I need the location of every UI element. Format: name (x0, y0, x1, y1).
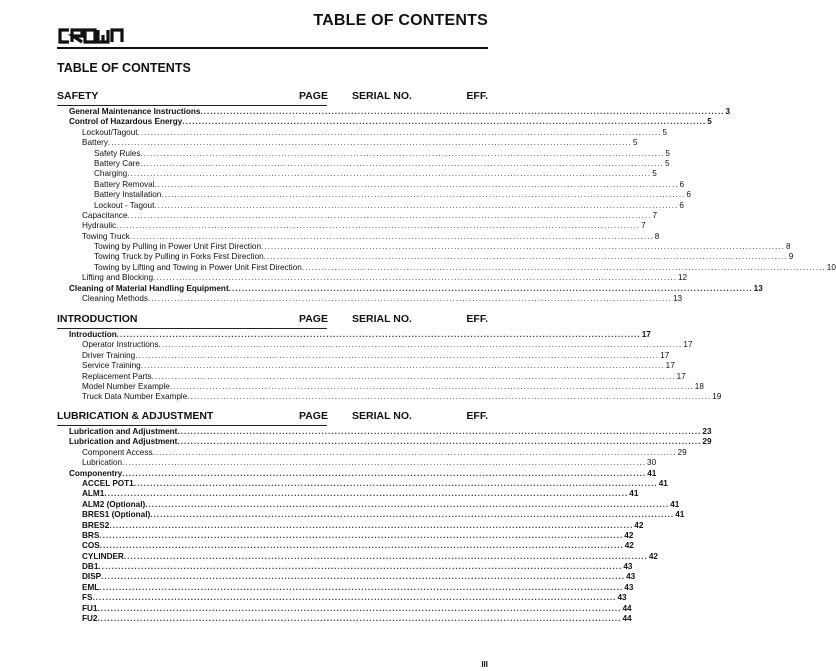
dot-leader: ................................................................................................................................................................ (140, 361, 665, 371)
toc-entry-label: Towing Truck by Pulling in Forks First Direction (94, 252, 264, 262)
toc-entry-label: CYLINDER (82, 551, 124, 561)
toc-entry-label: Operator Instructions (82, 340, 159, 350)
dot-leader: ................................................................................................................................................................ (116, 221, 641, 231)
crown-logo (57, 27, 129, 45)
toc-entry-label: Towing by Lifting and Towing in Power Unit First Direction (94, 262, 302, 272)
dot-leader: ................................................................................................................................................................ (92, 593, 617, 603)
toc-entry-page: 43 (624, 582, 634, 592)
toc-entry-page: 42 (648, 551, 658, 561)
toc-entry[interactable] (57, 138, 638, 148)
toc-section (57, 313, 722, 403)
dot-leader: ................................................................................................................................................................ (104, 489, 629, 499)
toc-entry-label: Battery Removal (94, 179, 155, 189)
dot-leader: ................................................................................................................................................................ (177, 437, 702, 447)
toc-entry[interactable] (57, 427, 712, 437)
toc-entry[interactable] (57, 458, 657, 468)
toc-entry-page: 41 (629, 489, 639, 499)
dot-leader: ................................................................................................................................................................ (122, 468, 647, 478)
toc-entry-label: COS (82, 541, 100, 551)
toc-entry-label: EML (82, 582, 100, 592)
toc-entry-page: 44 (622, 603, 632, 613)
dot-leader: ................................................................................................................................................................ (140, 148, 665, 158)
toc-entry-page: 17 (676, 371, 686, 381)
dot-leader: ................................................................................................................................................................ (135, 350, 660, 360)
toc-entry[interactable] (57, 148, 670, 159)
dot-leader: ................................................................................................................................................................ (154, 200, 679, 210)
page-column-header: PAGE (299, 313, 328, 325)
dot-leader: ................................................................................................................................................................ (187, 392, 712, 402)
toc-entry-label: ACCEL POT1 (82, 478, 134, 488)
dot-leader: ................................................................................................................................................................ (101, 572, 626, 582)
toc-entry-page: 41 (675, 510, 685, 520)
header-rule (57, 47, 488, 49)
toc-entry-page: 42 (634, 520, 644, 530)
dot-leader: ................................................................................................................................................................ (301, 262, 826, 272)
toc-entry-page: 17 (683, 340, 693, 350)
toc-entry[interactable] (57, 520, 644, 531)
dot-leader: ................................................................................................................................................................ (133, 478, 658, 488)
toc-entry-page: 13 (753, 283, 763, 293)
toc-entry-label: Component Access (82, 447, 153, 457)
toc-entry-page: 7 (652, 210, 658, 220)
toc-entry-page: 41 (658, 478, 668, 488)
toc-entry-label: Battery Installation (94, 190, 162, 200)
section-title: LUBRICATION & ADJUSTMENT (57, 410, 214, 422)
toc-entry-page: 29 (677, 447, 687, 457)
toc-entry[interactable] (57, 221, 646, 231)
toc-entry[interactable] (57, 562, 633, 572)
toc-entry-label: Cleaning of Material Handling Equipment (69, 283, 229, 293)
serial-column-header: SERIAL NO. (352, 90, 412, 102)
toc-entry-label: Lockout - Tagout (94, 200, 155, 210)
toc-entry-label: ALM2 (Optional) (82, 499, 146, 509)
toc-entry-page: 5 (662, 127, 668, 137)
toc-entry[interactable] (57, 468, 657, 479)
toc-section (57, 410, 712, 624)
section-rule (57, 425, 327, 426)
toc-entry-label: Battery (82, 138, 108, 148)
toc-entry[interactable] (57, 158, 670, 169)
serial-column-header: SERIAL NO. (352, 410, 412, 422)
toc-entry-page: 8 (654, 231, 660, 241)
toc-entry-page: 19 (712, 392, 722, 402)
dot-leader: ................................................................................................................................................................ (99, 530, 624, 540)
toc-entry-page: 23 (702, 427, 712, 436)
toc-entry-label: FU1 (82, 603, 98, 613)
toc-entry-label: Towing Truck (82, 231, 130, 241)
section-title: SAFETY (57, 90, 99, 102)
toc-entry-page: 43 (626, 572, 636, 582)
toc-entry[interactable] (57, 614, 632, 624)
toc-entry[interactable] (57, 593, 627, 603)
toc-entry-page: 17 (665, 361, 675, 371)
toc-entry-label: Lubrication and Adjustment (69, 437, 178, 447)
toc-entry-page: 43 (623, 562, 633, 572)
toc-entry-label: Capacitance (82, 210, 128, 220)
toc-entry-label: Lifting and Blocking (82, 273, 154, 283)
toc-entry-label: Safety Rules (94, 148, 141, 158)
toc-entry-page: 18 (694, 381, 704, 391)
toc-entry-page: 9 (788, 252, 794, 262)
toc-entry[interactable] (57, 340, 693, 350)
toc-entry[interactable] (57, 437, 712, 447)
toc-entry-page: 30 (647, 458, 657, 468)
dot-leader: ................................................................................................................................................................ (123, 551, 648, 561)
dot-leader: ................................................................................................................................................................ (153, 273, 677, 283)
toc-entry[interactable] (57, 190, 691, 200)
dot-leader: ................................................................................................................................................................ (137, 127, 662, 137)
toc-entry-label: Cleaning Methods (82, 294, 148, 304)
toc-entry[interactable] (57, 262, 836, 273)
header-title: TABLE OF CONTENTS (313, 12, 488, 29)
dot-leader: ................................................................................................................................................................ (151, 371, 676, 381)
toc-entry-label: Model Number Example (82, 381, 170, 391)
toc-entry[interactable] (57, 117, 712, 127)
dot-leader: ................................................................................................................................................................ (109, 520, 634, 530)
toc-entry[interactable] (57, 127, 668, 138)
toc-entry-label: DISP (82, 572, 102, 582)
toc-entry[interactable] (57, 530, 634, 541)
section-rule (57, 105, 327, 106)
toc-entry-page: 41 (647, 468, 657, 478)
toc-entry[interactable] (57, 350, 670, 361)
toc-entry-label: Componentry (69, 468, 123, 478)
toc-section (57, 90, 836, 304)
toc-entry-page: 12 (677, 273, 688, 283)
toc-entry[interactable] (57, 582, 634, 593)
toc-entry-page: 17 (641, 330, 651, 339)
dot-leader: ................................................................................................................................................................ (98, 562, 623, 572)
toc-entry[interactable] (57, 392, 722, 402)
dot-leader: ................................................................................................................................................................ (127, 210, 652, 220)
dot-leader: ................................................................................................................................................................ (169, 381, 694, 391)
dot-leader: ................................................................................................................................................................ (97, 603, 622, 613)
dot-leader: ................................................................................................................................................................ (116, 330, 641, 339)
dot-leader: ................................................................................................................................................................ (99, 582, 624, 592)
toc-entry-label: Service Training (82, 361, 141, 371)
dot-leader: ................................................................................................................................................................ (200, 107, 725, 116)
toc-entry[interactable] (57, 210, 658, 221)
toc-entry-page: 6 (679, 200, 684, 210)
toc-entry-label: Introduction (69, 330, 117, 339)
toc-entry-label: Lockout/Tagout (82, 127, 138, 137)
toc-entry-page: 5 (707, 117, 712, 127)
toc-entry[interactable] (57, 361, 675, 371)
toc-entry[interactable] (57, 541, 634, 551)
dot-leader: ................................................................................................................................................................ (261, 242, 785, 252)
toc-entry-page: 8 (785, 242, 791, 252)
toc-entry[interactable] (57, 252, 794, 262)
section-rule (57, 328, 327, 329)
toc-entry-label: Charging (94, 169, 128, 179)
toc-entry-page: 10 (826, 262, 836, 272)
toc-entry[interactable] (57, 551, 658, 562)
toc-entry-label: Towing by Pulling in Power Unit First Direction (94, 242, 261, 252)
toc-entry-label: BRES2 (82, 520, 110, 530)
toc-entry[interactable] (57, 478, 668, 489)
eff-column-header: EFF. (466, 410, 488, 422)
dot-leader: ................................................................................................................................................................ (127, 169, 652, 179)
toc-entry-page: 17 (660, 350, 670, 360)
toc-entry[interactable] (57, 107, 731, 117)
toc-entry-label: ALM1 (82, 489, 105, 499)
toc-entry-label: Truck Data Number Example (82, 392, 188, 402)
toc-entry-label: General Maintenance Instructions (69, 107, 201, 116)
page-number: III (481, 660, 488, 669)
toc-entry[interactable] (57, 572, 636, 582)
toc-entry-label: FS (82, 593, 93, 603)
toc-entry-page: 44 (622, 614, 632, 624)
toc-entry-label: Control of Hazardous Energy (69, 117, 183, 127)
dot-leader: ................................................................................................................................................................ (148, 294, 672, 304)
toc-entry[interactable] (57, 283, 763, 294)
dot-leader: ................................................................................................................................................................ (154, 179, 679, 189)
dot-leader: ................................................................................................................................................................ (228, 283, 753, 293)
dot-leader: ................................................................................................................................................................ (129, 231, 654, 241)
toc-entry-label: Hydraulic (82, 221, 117, 231)
dot-leader: ................................................................................................................................................................ (107, 138, 632, 148)
page-heading: TABLE OF CONTENTS (57, 61, 191, 75)
dot-leader: ................................................................................................................................................................ (158, 340, 683, 350)
eff-column-header: EFF. (466, 313, 488, 325)
dot-leader: ................................................................................................................................................................ (152, 447, 677, 457)
toc-entry[interactable] (57, 510, 685, 520)
toc-entry-label: Replacement Parts (82, 371, 152, 381)
toc-entry-page: 5 (665, 148, 670, 158)
toc-entry-label: Lubrication (82, 458, 123, 468)
toc-entry[interactable] (57, 294, 683, 304)
dot-leader: ................................................................................................................................................................ (139, 158, 664, 168)
toc-entry[interactable] (57, 603, 632, 614)
toc-entry-label: FU2 (82, 614, 98, 624)
section-header (57, 90, 488, 104)
dot-leader: ................................................................................................................................................................ (177, 427, 702, 436)
toc-entry[interactable] (57, 231, 660, 242)
toc-entry-label: BRES1 (Optional) (82, 510, 151, 520)
section-header (57, 410, 488, 424)
toc-entry-page: 3 (725, 107, 731, 116)
dot-leader: ................................................................................................................................................................ (263, 252, 788, 262)
serial-column-header: SERIAL NO. (352, 313, 412, 325)
toc-entry-page: 6 (686, 190, 691, 200)
page-column-header: PAGE (299, 90, 328, 102)
dot-leader: ................................................................................................................................................................ (145, 499, 670, 509)
toc-entry-page: 5 (652, 169, 657, 179)
toc-entry-label: Lubrication and Adjustment (69, 427, 178, 436)
dot-leader: ................................................................................................................................................................ (150, 510, 675, 520)
toc-entry[interactable] (57, 200, 684, 211)
dot-leader: ................................................................................................................................................................ (122, 458, 647, 468)
toc-entry-page: 41 (670, 499, 680, 509)
toc-entry-page: 29 (702, 437, 712, 447)
toc-entry-page: 5 (664, 158, 670, 168)
toc-entry[interactable] (57, 330, 651, 340)
toc-entry-label: Battery Care (94, 158, 140, 168)
section-title: INTRODUCTION (57, 313, 138, 325)
toc-entry-page: 5 (632, 138, 638, 148)
toc-entry-page: 42 (624, 541, 634, 551)
dot-leader: ................................................................................................................................................................ (99, 541, 624, 551)
toc-entry-page: 13 (672, 294, 683, 304)
toc-entry[interactable] (57, 381, 704, 392)
toc-entry[interactable] (57, 179, 685, 190)
toc-entry-page: 7 (641, 221, 646, 231)
toc-entry-page: 6 (679, 179, 685, 189)
toc-entry[interactable] (57, 169, 657, 179)
toc-entry-page: 43 (617, 593, 627, 603)
page-column-header: PAGE (299, 410, 328, 422)
toc-entry-page: 42 (624, 530, 634, 540)
section-header (57, 313, 488, 327)
toc-entry[interactable] (57, 499, 680, 510)
dot-leader: ................................................................................................................................................................ (161, 190, 686, 200)
toc-entry[interactable] (57, 242, 791, 252)
toc-entry[interactable] (57, 273, 688, 283)
toc-entry-label: Driver Training (82, 350, 136, 360)
toc-entry[interactable] (57, 371, 686, 382)
toc-entry[interactable] (57, 489, 639, 499)
eff-column-header: EFF. (466, 90, 488, 102)
toc-entry-label: BRS (82, 530, 100, 540)
toc-entry-label: DB1 (82, 562, 99, 572)
dot-leader: ................................................................................................................................................................ (97, 614, 622, 624)
toc-entry[interactable] (57, 447, 687, 458)
dot-leader: ................................................................................................................................................................ (182, 117, 707, 127)
